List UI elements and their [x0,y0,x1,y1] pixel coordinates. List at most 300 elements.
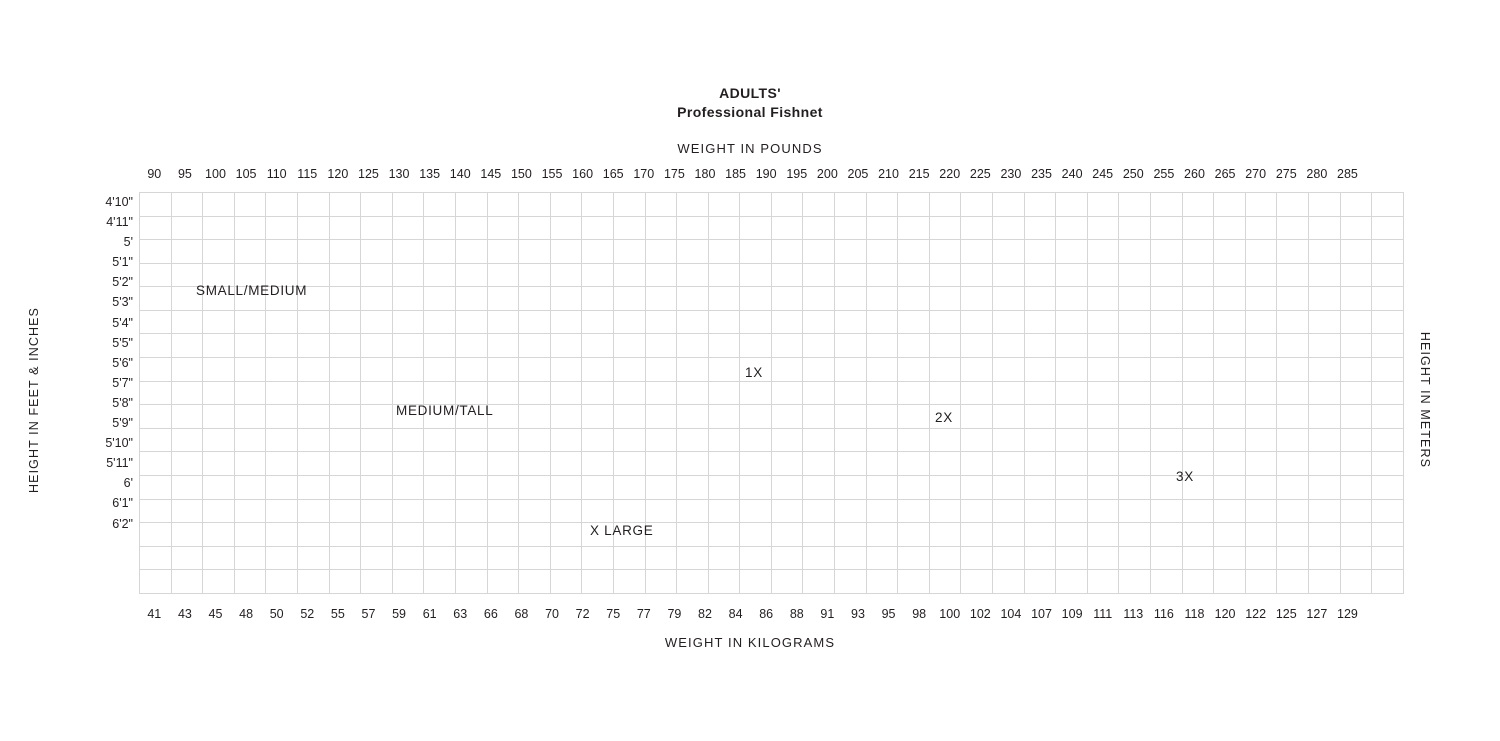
size-grid-cell [1182,570,1214,594]
size-grid-cell [1087,428,1119,452]
size-grid-cell [613,405,645,429]
size-grid-row [140,358,1404,382]
size-grid-cell [1024,405,1056,429]
size-grid-cell [1087,310,1119,334]
size-grid-cell [835,193,867,217]
size-grid [139,192,1363,594]
size-grid-cell [455,216,487,240]
size-grid-cell [1056,428,1088,452]
size-grid-cell [708,334,740,358]
size-grid-cell [835,263,867,287]
size-grid-cell [898,570,930,594]
tick-pounds-22: 200 [816,167,838,181]
size-grid-cell [455,452,487,476]
size-grid-cell [1214,216,1246,240]
size-grid-cell [1151,334,1183,358]
size-grid-cell [424,240,456,264]
tick-kilograms-0: 41 [147,607,162,621]
size-grid-cell [1245,428,1277,452]
size-grid-cell [993,428,1025,452]
size-grid-cell [234,193,266,217]
size-grid-cell [740,475,772,499]
size-grid-cell [613,546,645,570]
size-grid-cell [1119,570,1151,594]
size-grid-cell [1119,310,1151,334]
size-grid-cell [613,452,645,476]
size-grid-cell [1245,334,1277,358]
size-grid-cell [487,193,519,217]
size-grid-cell [708,523,740,547]
size-grid-row [140,452,1404,476]
size-grid-cell [1308,334,1340,358]
size-grid-cell [203,475,235,499]
size-grid-cell [361,310,393,334]
size-grid-cell [519,263,551,287]
size-grid-cell [645,546,677,570]
x-axis-ticks-pounds [139,166,1363,182]
size-grid-cell [866,263,898,287]
size-grid-cell [835,452,867,476]
size-grid-cell [487,216,519,240]
tick-kilograms-13: 70 [545,607,559,621]
size-grid-cell [898,428,930,452]
size-grid-cell [1308,240,1340,264]
size-grid-cell [929,475,961,499]
size-grid-cell [203,405,235,429]
chart-title-line2: Professional Fishnet [677,104,823,120]
size-grid-cell [1087,523,1119,547]
size-grid-cell [297,405,329,429]
size-grid-cell [645,263,677,287]
size-grid-cell [455,240,487,264]
size-grid-cell [740,193,772,217]
size-grid-cell [234,240,266,264]
size-grid-cell [582,240,614,264]
size-grid-cell [677,263,709,287]
tick-kilograms-16: 77 [636,607,651,621]
size-grid-cell [993,334,1025,358]
size-grid-cell [550,499,582,523]
size-grid-cell [1277,358,1309,382]
size-grid-cell [866,216,898,240]
size-grid-cell [266,310,298,334]
size-grid-cell [835,499,867,523]
tick-pounds-34: 260 [1184,167,1205,181]
size-grid-cell [803,358,835,382]
tick-pounds-6: 120 [327,167,349,181]
size-grid-cell [140,475,172,499]
size-grid-cell [708,475,740,499]
tick-kilograms-38: 127 [1306,607,1328,621]
size-grid-cell [1277,475,1309,499]
size-grid-cell [1340,263,1372,287]
size-grid-cell [803,334,835,358]
size-grid-cell [677,334,709,358]
size-grid-cell [392,523,424,547]
chart-title [0,84,1500,122]
size-grid-cell [1119,405,1151,429]
size-grid-cell [140,381,172,405]
size-grid-cell [1372,405,1404,429]
size-grid-cell [866,499,898,523]
size-grid-cell [898,193,930,217]
size-grid-cell [708,452,740,476]
size-grid-cell [392,193,424,217]
size-grid-cell [550,263,582,287]
size-grid-cell [582,405,614,429]
size-grid-cell [961,193,993,217]
size-grid-cell [266,452,298,476]
size-grid-row [140,475,1404,499]
tick-pounds-25: 215 [908,167,930,181]
size-grid-cell [234,381,266,405]
size-grid-cell [455,358,487,382]
size-grid-cell [1087,334,1119,358]
size-grid-cell [677,193,709,217]
size-grid-cell [140,358,172,382]
size-grid-cell [1340,334,1372,358]
size-grid-cell [329,287,361,311]
size-grid-cell [835,310,867,334]
tick-pounds-13: 155 [541,167,563,181]
size-grid-cell [329,546,361,570]
size-grid-cell [582,546,614,570]
size-grid-cell [582,475,614,499]
tick-height-ft-5: 5'3" [112,295,133,310]
size-grid-cell [329,310,361,334]
size-grid-cell [171,499,203,523]
x-axis-ticks-kilograms [139,606,1363,622]
size-grid-cell [1277,546,1309,570]
size-grid-cell [1182,428,1214,452]
size-grid-cell [1372,216,1404,240]
size-grid-row [140,310,1404,334]
size-grid-cell [1214,428,1246,452]
size-grid-cell [993,570,1025,594]
tick-pounds-30: 240 [1061,167,1083,181]
size-grid-cell [1056,523,1088,547]
size-grid-cell [1151,570,1183,594]
size-grid-cell [961,381,993,405]
size-grid-cell [613,310,645,334]
size-grid-cell [866,475,898,499]
size-grid-cell [1245,405,1277,429]
size-grid-cell [455,475,487,499]
size-grid-cell [961,287,993,311]
size-grid-cell [171,452,203,476]
size-grid-cell [234,523,266,547]
size-grid-cell [203,381,235,405]
size-grid-cell [771,405,803,429]
size-grid-cell [424,570,456,594]
size-grid-cell [1024,546,1056,570]
size-grid-cell [140,263,172,287]
size-grid-cell [866,358,898,382]
size-grid-cell [203,546,235,570]
size-grid-cell [329,523,361,547]
tick-height-ft-12: 5'10" [105,436,133,451]
size-grid-cell [1214,287,1246,311]
size-grid-cell [519,240,551,264]
size-grid-row [140,523,1404,547]
size-grid-cell [898,475,930,499]
size-grid-cell [1087,240,1119,264]
size-grid-cell [550,523,582,547]
size-grid-cell [771,570,803,594]
size-grid-cell [929,428,961,452]
size-grid-cell [1182,499,1214,523]
size-grid-cell [329,428,361,452]
size-grid-cell [1308,193,1340,217]
tick-pounds-23: 205 [847,167,869,181]
tick-kilograms-29: 107 [1031,607,1052,621]
size-grid-cell [1308,381,1340,405]
axis-title-weight-kilograms: WEIGHT IN KILOGRAMS [664,635,836,650]
tick-kilograms-33: 116 [1153,607,1174,621]
size-grid-cell [234,499,266,523]
size-grid-cell [645,428,677,452]
size-grid-cell [519,216,551,240]
size-grid-cell [1214,334,1246,358]
size-grid-cell [1151,310,1183,334]
size-grid-cell [1087,358,1119,382]
size-grid-cell [1277,405,1309,429]
size-grid-cell [329,381,361,405]
size-grid-row [140,428,1404,452]
size-grid-cell [835,475,867,499]
size-grid-cell [140,546,172,570]
size-grid-cell [171,570,203,594]
size-grid-cell [424,193,456,217]
size-grid-cell [1182,216,1214,240]
size-grid-cell [898,452,930,476]
size-grid-cell [140,570,172,594]
size-grid-cell [993,287,1025,311]
tick-height-ft-9: 5'7" [112,375,133,390]
size-grid-cell [898,334,930,358]
size-grid-cell [1151,263,1183,287]
size-grid-cell [1245,216,1277,240]
size-grid-cell [582,310,614,334]
size-grid-cell [929,334,961,358]
size-grid-cell [898,523,930,547]
size-grid-cell [329,570,361,594]
size-grid-cell [929,287,961,311]
size-grid-cell [203,240,235,264]
size-grid-cell [1372,310,1404,334]
size-grid-cell [1340,216,1372,240]
size-grid-cell [1277,287,1309,311]
tick-kilograms-24: 95 [881,607,896,621]
size-grid-cell [392,334,424,358]
size-grid-cell [1024,193,1056,217]
size-grid-cell [487,334,519,358]
size-grid-cell [171,240,203,264]
tick-pounds-33: 255 [1153,167,1175,181]
size-grid-cell [266,358,298,382]
size-grid-cell [392,216,424,240]
size-grid-cell [361,523,393,547]
size-grid-cell [1024,570,1056,594]
size-grid-cell [297,310,329,334]
size-grid-cell [1245,499,1277,523]
size-grid-cell [392,310,424,334]
size-grid-cell [140,240,172,264]
size-grid-cell [519,546,551,570]
size-grid-cell [455,570,487,594]
size-grid-cell [1277,381,1309,405]
size-grid-cell [1182,358,1214,382]
size-grid-cell [677,216,709,240]
size-grid-cell [140,193,172,217]
size-grid-cell [392,499,424,523]
size-grid-cell [1119,428,1151,452]
size-grid-cell [1182,193,1214,217]
size-grid-cell [297,546,329,570]
tick-pounds-29: 235 [1031,167,1052,181]
size-grid-cell [1308,405,1340,429]
size-grid-cell [487,310,519,334]
size-grid-cell [1308,263,1340,287]
size-grid-cell [866,405,898,429]
size-grid-cell [1372,358,1404,382]
tick-kilograms-20: 86 [759,607,774,621]
tick-kilograms-1: 43 [177,607,192,621]
size-grid-row [140,405,1404,429]
size-grid-cell [1151,381,1183,405]
size-grid-cell [677,310,709,334]
size-grid-cell [266,570,298,594]
region-label-2x: 2X [935,410,953,425]
size-grid-cell [961,475,993,499]
size-grid-cell [297,193,329,217]
size-grid-cell [519,405,551,429]
region-label-1x: 1X [745,365,763,380]
tick-pounds-11: 145 [480,167,502,181]
size-grid-cell [487,263,519,287]
size-grid-cell [1245,358,1277,382]
size-grid-cell [266,428,298,452]
size-grid-cell [1372,240,1404,264]
size-grid-cell [771,240,803,264]
size-grid-cell [519,523,551,547]
size-grid-cell [519,193,551,217]
size-grid-cell [645,475,677,499]
size-grid-cell [1056,499,1088,523]
size-grid-cell [929,193,961,217]
size-grid-cell [234,405,266,429]
size-grid-cell [993,358,1025,382]
size-grid-cell [740,405,772,429]
size-grid-cell [771,287,803,311]
size-grid-cell [487,240,519,264]
tick-kilograms-31: 111 [1093,607,1113,621]
size-grid-cell [803,405,835,429]
size-grid-cell [1119,523,1151,547]
size-grid-cell [740,523,772,547]
size-grid-cell [645,381,677,405]
size-grid-cell [550,405,582,429]
size-grid-cell [803,499,835,523]
size-grid-cell [835,546,867,570]
tick-pounds-10: 140 [449,167,471,181]
size-grid-cell [613,475,645,499]
size-grid-cell [1277,570,1309,594]
size-grid-cell [1214,193,1246,217]
size-grid-cell [993,499,1025,523]
size-grid-cell [1372,193,1404,217]
size-grid-cell [1024,475,1056,499]
size-grid-cell [203,499,235,523]
size-grid-cell [677,570,709,594]
size-grid-cell [771,263,803,287]
tick-pounds-19: 185 [725,167,746,181]
size-grid-cell [1119,263,1151,287]
size-grid-cell [424,523,456,547]
size-grid-cell [1245,381,1277,405]
size-grid-cell [550,334,582,358]
size-grid-cell [677,287,709,311]
size-grid-cell [677,452,709,476]
size-grid-cell [740,452,772,476]
size-grid-cell [1087,475,1119,499]
size-grid-cell [1182,405,1214,429]
tick-height-ft-4: 5'2" [112,275,133,290]
tick-kilograms-17: 79 [667,607,682,621]
size-grid-cell [234,310,266,334]
tick-kilograms-36: 122 [1245,607,1267,621]
size-grid-cell [361,193,393,217]
size-grid-cell [708,287,740,311]
size-grid-cell [266,546,298,570]
size-grid-cell [1214,240,1246,264]
size-grid-cell [1087,263,1119,287]
size-grid-cell [1119,240,1151,264]
size-grid-cell [203,334,235,358]
size-grid-cell [803,523,835,547]
tick-kilograms-3: 48 [239,607,254,621]
size-grid-cell [455,381,487,405]
size-grid-cell [803,570,835,594]
size-grid-cell [1119,452,1151,476]
size-grid-cell [929,452,961,476]
size-grid-cell [297,428,329,452]
size-grid-cell [140,216,172,240]
size-grid-cell [803,475,835,499]
size-grid-row [140,287,1404,311]
size-grid-cell [487,358,519,382]
size-grid-cell [361,570,393,594]
size-grid-cell [1277,216,1309,240]
size-grid-cell [424,358,456,382]
size-grid-cell [993,405,1025,429]
size-grid-cell [1340,428,1372,452]
size-grid-cell [835,405,867,429]
size-grid-cell [613,263,645,287]
size-grid-cell [1372,428,1404,452]
size-grid-cell [803,546,835,570]
size-grid-cell [1151,499,1183,523]
size-grid-cell [234,452,266,476]
tick-height-ft-2: 5' [123,235,133,250]
size-grid-cell [1214,358,1246,382]
size-grid-cell [677,523,709,547]
size-grid-cell [677,428,709,452]
size-grid-cell [771,310,803,334]
size-grid-cell [361,381,393,405]
size-grid-cell [361,428,393,452]
size-grid-cell [1245,287,1277,311]
